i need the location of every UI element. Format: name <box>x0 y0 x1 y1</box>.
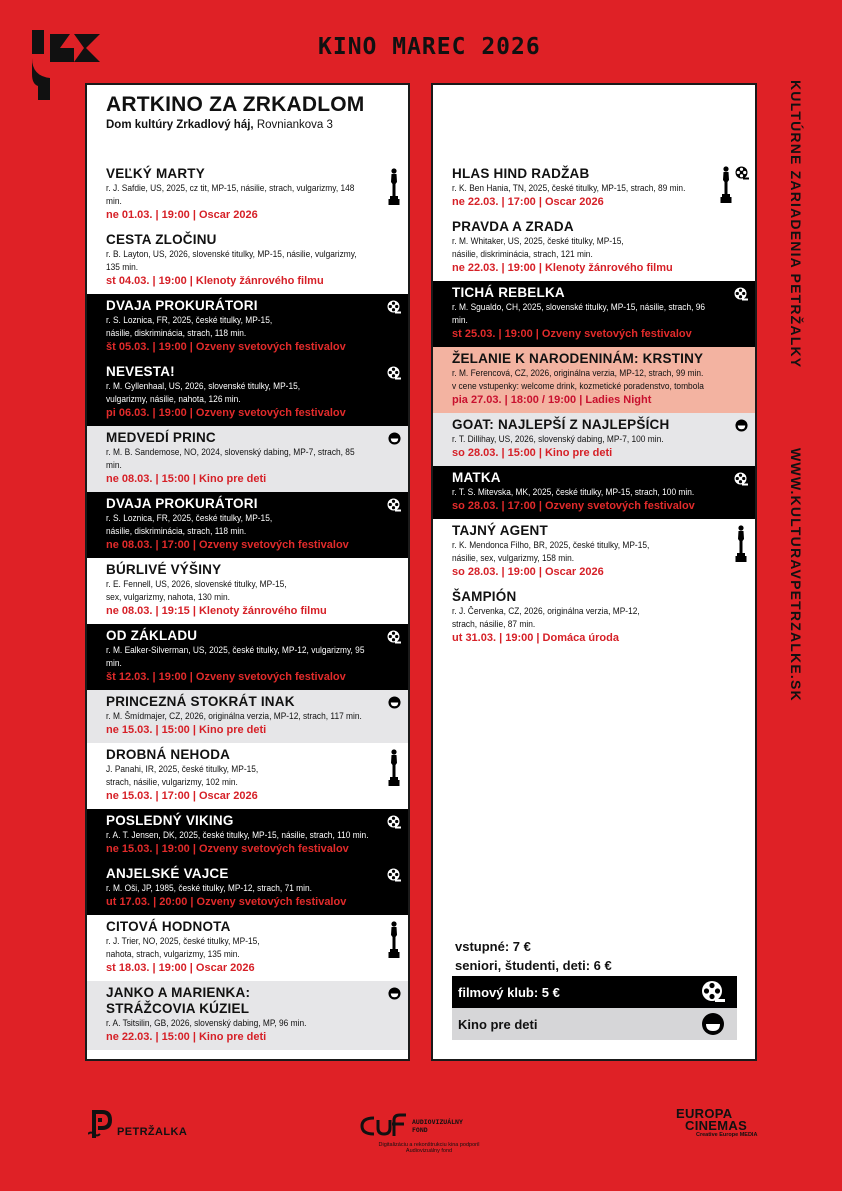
film-title: OD ZÁKLADU <box>106 628 198 643</box>
screening-item[interactable] <box>87 162 408 228</box>
price-regular: vstupné: 7 € <box>455 939 531 954</box>
film-info: r. M. Whitaker, US, 2025, české titulky, MP-15, násilie, diskriminácia, strach, 121 min. <box>452 236 624 260</box>
venue-name: ARTKINO ZA ZRKADLOM <box>106 93 365 116</box>
creative-europe-note: Creative Europe MEDIA <box>696 1132 758 1138</box>
avf-support-note: Digitalizáciu a rekonštrukciu kina podporil Audiovizuálny fond <box>378 1142 480 1154</box>
cinemas-wordmark: CINEMAS <box>685 1118 748 1133</box>
film-title: DVAJA PROKURÁTORI <box>106 298 258 313</box>
screening-item[interactable] <box>87 690 408 743</box>
film-title: MATKA <box>452 470 501 485</box>
screening-item[interactable] <box>87 862 408 915</box>
film-reel-icon <box>387 300 401 314</box>
screening-item[interactable] <box>87 743 408 809</box>
avf-logo <box>360 1112 480 1154</box>
screening-time: ne 22.03. | 19:00 | Klenoty žánrového filmu <box>452 262 673 274</box>
screening-time: st 18.03. | 19:00 | Oscar 2026 <box>106 962 255 974</box>
screening-list-right <box>433 162 755 651</box>
europa-wordmark: EUROPA <box>676 1106 733 1121</box>
film-info: r. J. Červenka, CZ, 2026, originálna verzia, MP-12, strach, násilie, 87 min. <box>452 606 640 630</box>
screening-time: ne 22.03. | 15:00 | Kino pre deti <box>106 1031 267 1043</box>
smiley-icon <box>701 1012 725 1036</box>
film-title: NEVESTA! <box>106 364 175 379</box>
screening-item[interactable] <box>433 519 755 585</box>
film-title: ŽELANIE K NARODENINÁM: KRSTINY <box>452 351 704 366</box>
petrzalka-emblem-icon <box>88 1108 114 1140</box>
film-info: r. M. Sgualdo, CH, 2025, slovenské titulky, MP-15, násilie, strach, 96 min. <box>452 302 706 326</box>
screening-time: so 28.03. | 19:00 | Oscar 2026 <box>452 566 604 578</box>
oscar-statuette-icon <box>387 749 401 787</box>
page-title: KINO MAREC 2026 <box>318 34 541 60</box>
screening-item[interactable] <box>433 215 755 281</box>
screening-item[interactable] <box>87 492 408 558</box>
smiley-icon <box>388 696 401 709</box>
organization-name: KULTÚRNE ZARIADENIA PETRŽALKY <box>788 80 804 369</box>
film-info: r. J. Safdie, US, 2025, cz tit, MP-15, násilie, strach, vulgarizmy, 148 min. <box>106 183 355 207</box>
screening-time: pi 06.03. | 19:00 | Ozveny svetových festivalov <box>106 407 346 419</box>
film-reel-icon <box>734 287 748 301</box>
screening-time: ne 01.03. | 19:00 | Oscar 2026 <box>106 209 258 221</box>
program-panel-right <box>431 83 757 1061</box>
screening-item[interactable] <box>433 281 755 347</box>
screening-item[interactable] <box>87 624 408 690</box>
screening-item[interactable] <box>87 809 408 862</box>
smiley-icon <box>388 432 401 445</box>
film-title: PRAVDA A ZRADA <box>452 219 574 234</box>
film-title: CITOVÁ HODNOTA <box>106 919 231 934</box>
screening-list-left <box>87 162 408 1050</box>
film-reel-icon <box>387 815 401 829</box>
oscar-statuette-icon <box>719 166 733 204</box>
film-title: DVAJA PROKURÁTORI <box>106 496 258 511</box>
screening-time: so 28.03. | 15:00 | Kino pre deti <box>452 447 613 459</box>
screening-item[interactable] <box>433 162 755 215</box>
screening-item[interactable] <box>87 360 408 426</box>
oscar-statuette-icon <box>387 921 401 959</box>
smiley-icon <box>735 419 748 432</box>
film-info: r. S. Loznica, FR, 2025, české titulky, MP-15, násilie, diskriminácia, strach, 118 min. <box>106 315 273 339</box>
screening-time: št 12.03. | 19:00 | Ozveny svetových festivalov <box>106 671 346 683</box>
oscar-statuette-icon <box>387 168 401 206</box>
film-title: VEĽKÝ MARTY <box>106 166 205 181</box>
screening-item[interactable] <box>87 558 408 624</box>
screening-item[interactable] <box>433 413 755 466</box>
venue-address: Dom kultúry Zrkadlový háj, Rovniankova 3 <box>106 119 333 131</box>
film-info: J. Panahi, IR, 2025, české titulky, MP-15, strach, násilie, vulgarizmy, 102 min. <box>106 764 259 788</box>
petrzalka-wordmark: PETRŽALKA <box>117 1126 188 1138</box>
screening-time: st 25.03. | 19:00 | Ozveny svetových festivalov <box>452 328 692 340</box>
film-info: r. A. Tsitsilin, GB, 2026, slovenský dabing, MP, 96 min. <box>106 1018 307 1029</box>
film-title: JANKO A MARIENKA: STRÁŽCOVIA KÚZIEL <box>106 985 251 1016</box>
film-title: TAJNÝ AGENT <box>452 523 548 538</box>
screening-time: ne 08.03. | 19:15 | Klenoty žánrového filmu <box>106 605 327 617</box>
film-reel-icon <box>701 980 725 1004</box>
film-reel-icon <box>387 498 401 512</box>
film-info: r. M. Oši, JP, 1985, české titulky, MP-12, strach, 71 min. <box>106 883 312 894</box>
petrzalka-logo <box>88 1108 187 1140</box>
legend-film-club-label: filmový klub: 5 € <box>458 984 560 1000</box>
screening-time: ne 08.03. | 17:00 | Ozveny svetových festivalov <box>106 539 349 551</box>
film-info: r. B. Layton, US, 2026, slovenské titulky, MP-15, násilie, vulgarizmy, 135 min. <box>106 249 357 273</box>
screening-item[interactable] <box>433 347 755 413</box>
film-info: r. K. Ben Hania, TN, 2025, české titulky, MP-15, strach, 89 min. <box>452 183 686 194</box>
screening-item[interactable] <box>87 294 408 360</box>
film-info: r. M. Gyllenhaal, US, 2026, slovenské titulky, MP-15, vulgarizmy, násilie, nahota, 126 min. <box>106 381 301 405</box>
film-title: CESTA ZLOČINU <box>106 232 217 247</box>
screening-item[interactable] <box>87 915 408 981</box>
screening-item[interactable] <box>87 228 408 294</box>
film-info: r. J. Trier, NO, 2025, české titulky, MP-15, nahota, strach, vulgarizmy, 135 min. <box>106 936 260 960</box>
screening-item[interactable] <box>87 981 408 1050</box>
film-info: r. E. Fennell, US, 2026, slovenské titulky, MP-15, sex, vulgarizmy, nahota, 130 min. <box>106 579 287 603</box>
screening-time: st 04.03. | 19:00 | Klenoty žánrového filmu <box>106 275 324 287</box>
film-title: PRINCEZNÁ STOKRÁT INAK <box>106 694 295 709</box>
screening-time: so 28.03. | 17:00 | Ozveny svetových festivalov <box>452 500 695 512</box>
film-reel-icon <box>387 366 401 380</box>
screening-time: ut 31.03. | 19:00 | Domáca úroda <box>452 632 619 644</box>
screening-time: ne 22.03. | 17:00 | Oscar 2026 <box>452 196 604 208</box>
screening-item[interactable] <box>87 426 408 492</box>
screening-time: št 05.03. | 19:00 | Ozveny svetových festivalov <box>106 341 346 353</box>
oscar-statuette-icon <box>734 525 748 563</box>
website-link[interactable]: WWW.KULTURAVPETRZALKE.SK <box>788 448 804 702</box>
smiley-icon <box>388 987 401 1000</box>
film-info: r. S. Loznica, FR, 2025, české titulky, MP-15, násilie, diskriminácia, strach, 118 min. <box>106 513 273 537</box>
screening-time: ne 15.03. | 15:00 | Kino pre deti <box>106 724 267 736</box>
film-title: ŠAMPIÓN <box>452 589 517 604</box>
film-title: DROBNÁ NEHODA <box>106 747 231 762</box>
film-info: r. T. Dillihay, US, 2026, slovenský dabing, MP-7, 100 min. <box>452 434 664 445</box>
film-info: r. M. Šmídmajer, CZ, 2026, originálna verzia, MP-12, strach, 117 min. <box>106 711 362 722</box>
screening-time: ne 15.03. | 17:00 | Oscar 2026 <box>106 790 258 802</box>
film-reel-icon <box>387 630 401 644</box>
film-title: HLAS HIND RADŽAB <box>452 166 590 181</box>
legend-film-club <box>452 976 737 1008</box>
film-title: GOAT: NAJLEPŠÍ Z NAJLEPŠÍCH <box>452 417 670 432</box>
film-info: r. A. T. Jensen, DK, 2025, české titulky, MP-15, násilie, strach, 110 min. <box>106 830 369 841</box>
avf-wordmark: AUDIOVIZUÁLNY FOND <box>412 1118 463 1134</box>
film-title: TICHÁ REBELKA <box>452 285 565 300</box>
screening-item[interactable] <box>433 585 755 651</box>
film-reel-icon <box>387 868 401 882</box>
program-panel-left <box>85 83 410 1061</box>
screening-time: ne 15.03. | 19:00 | Ozveny svetových festivalov <box>106 843 349 855</box>
screening-time: ut 17.03. | 20:00 | Ozveny svetových festivalov <box>106 896 347 908</box>
legend-kids-label: Kino pre deti <box>458 1016 538 1032</box>
film-title: BÚRLIVÉ VÝŠINY <box>106 562 222 577</box>
film-reel-icon <box>735 166 749 180</box>
film-info: r. K. Mendonca Filho, BR, 2025, české titulky, MP-15, násilie, sex, vulgarizmy, 158 min. <box>452 540 650 564</box>
price-reduced: seniori, študenti, deti: 6 € <box>455 958 612 973</box>
film-info: r. M. B. Sandemose, NO, 2024, slovenský dabing, MP-7, strach, 85 min. <box>106 447 355 471</box>
screening-time: pia 27.03. | 18:00 / 19:00 | Ladies Night <box>452 394 652 406</box>
screening-time: ne 08.03. | 15:00 | Kino pre deti <box>106 473 267 485</box>
film-info: r. M. Ealker-Silverman, US, 2025, české titulky, MP-12, vulgarizmy, 95 min. <box>106 645 365 669</box>
film-info: r. T. S. Mitevska, MK, 2025, české titulky, MP-15, strach, 100 min. <box>452 487 695 498</box>
film-title: MEDVEDÍ PRINC <box>106 430 216 445</box>
prices <box>455 937 612 975</box>
europa-cinemas-logo <box>676 1108 757 1138</box>
film-info: r. M. Ferencová, CZ, 2026, originálna verzia, MP-12, strach, 99 min. v cene vstupenky: welcome drink, kozmetické poradenstvo, tombola <box>452 368 704 392</box>
avf-emblem-icon <box>360 1112 410 1140</box>
film-title: POSLEDNÝ VIKING <box>106 813 234 828</box>
screening-item[interactable] <box>433 466 755 519</box>
legend-kids-cinema <box>452 1008 737 1040</box>
film-reel-icon <box>734 472 748 486</box>
film-title: ANJELSKÉ VAJCE <box>106 866 229 881</box>
